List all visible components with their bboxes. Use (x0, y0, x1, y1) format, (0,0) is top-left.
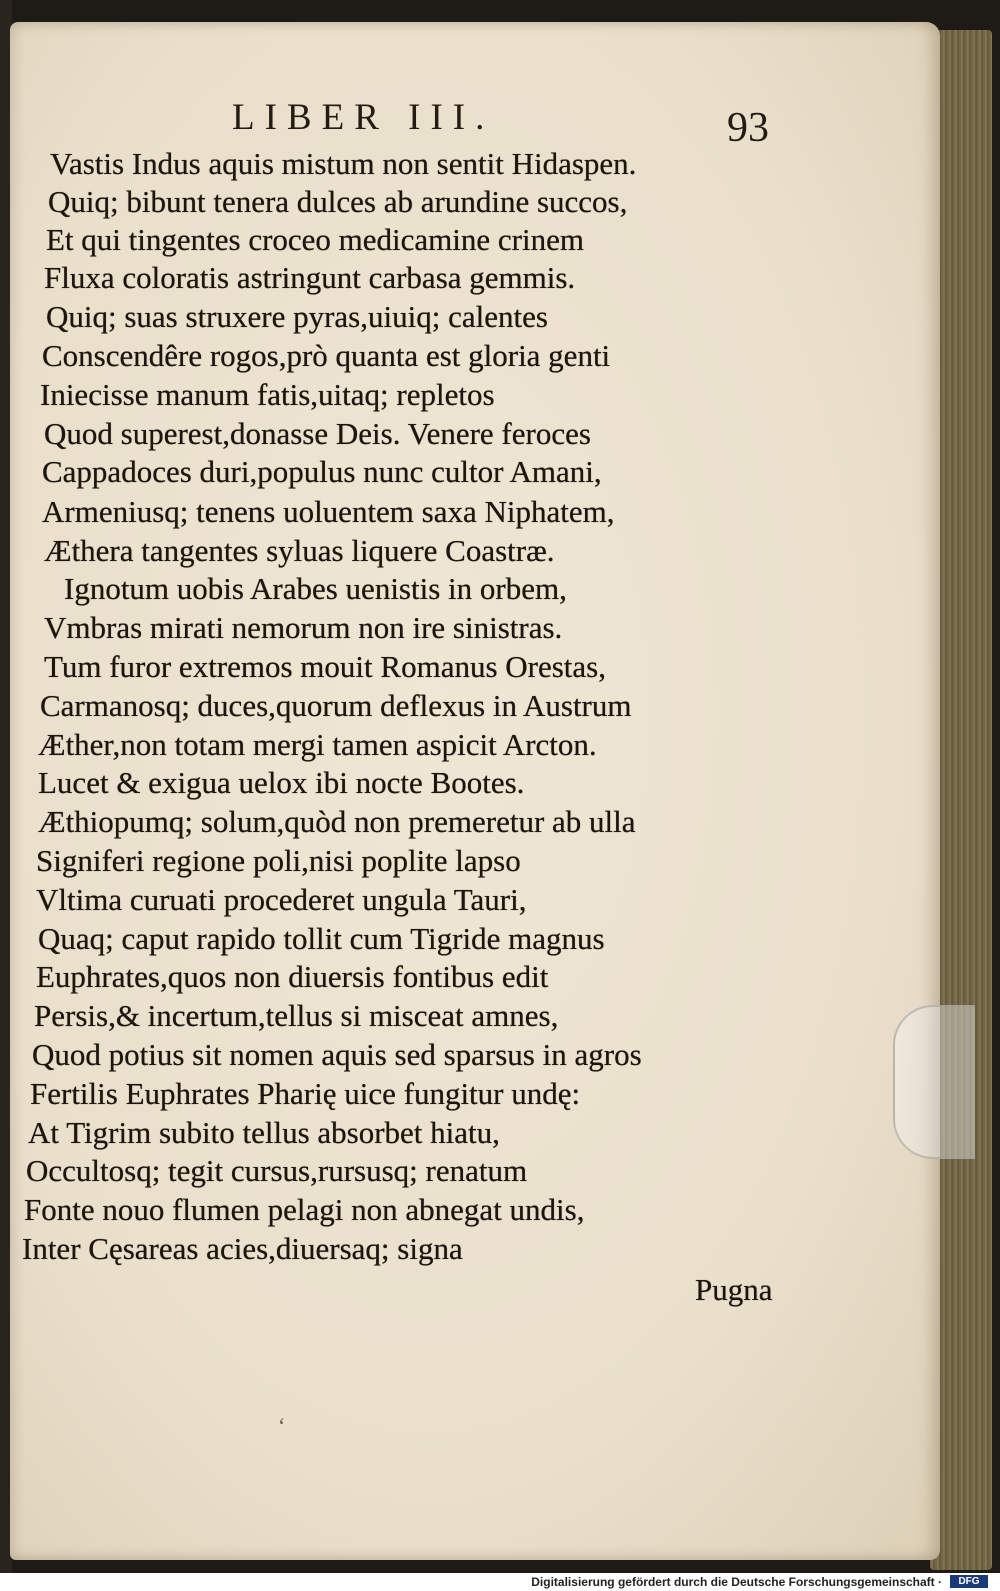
verse-line: Armeniusq; tenens uoluentem saxa Niphatem, (42, 494, 615, 529)
verse-line: Lucet & exigua uelox ibi nocte Bootes. (38, 765, 525, 800)
verse-line: Ignotum uobis Arabes uenistis in orbem, (64, 571, 567, 606)
verse-line: Vltima curuati procederet ungula Tauri, (36, 882, 527, 917)
running-head: LIBER III. (232, 97, 495, 138)
verse-line: Fluxa coloratis astringunt carbasa gemmis. (44, 260, 576, 295)
page-clip (893, 1005, 975, 1159)
verse-line: Conscendêre rogos,prò quanta est gloria genti (42, 338, 611, 373)
verse-line: Cappadoces duri,populus nunc cultor Amani, (42, 454, 602, 489)
verse-line: Æther,non totam mergi tamen aspicit Arcton. (38, 727, 597, 762)
digitization-credit: Digitalisierung gefördert durch die Deutsche Forschungsgemeinschaft · (531, 1575, 942, 1589)
verse-line: Iniecisse manum fatis,uitaq; repletos (40, 377, 495, 412)
ink-mark: ‘ (278, 1413, 286, 1438)
verse-line: At Tigrim subito tellus absorbet hiatu, (28, 1115, 500, 1150)
verse-line: Vmbras mirati nemorum non ire sinistras. (44, 610, 563, 645)
verse-line: Æthera tangentes syluas liquere Coastræ. (44, 533, 555, 568)
verse-line: Signiferi regione poli,nisi poplite lapso (36, 843, 521, 878)
page-number: 93 (727, 105, 769, 151)
verse-line: Quaq; caput rapido tollit cum Tigride magnus (38, 921, 605, 956)
verse-line: Æthiopumq; solum,quòd non premeretur ab ulla (38, 804, 636, 839)
verse-line: Occultosq; tegit cursus,rursusq; renatum (26, 1153, 528, 1188)
verse-line: Persis,& incertum,tellus si misceat amnes, (34, 998, 559, 1033)
verse-line: Fertilis Euphrates Pharię uice fungitur undę: (30, 1076, 581, 1111)
verse-line: Tum furor extremos mouit Romanus Orestas, (44, 649, 606, 684)
verse-line: Carmanosq; duces,quorum deflexus in Austrum (40, 688, 632, 723)
verse-line: Quiq; bibunt tenera dulces ab arundine succos, (48, 184, 628, 219)
verse-line: Euphrates,quos non diuersis fontibus edit (36, 959, 549, 994)
verse-line: Fonte nouo flumen pelagi non abnegat undis, (24, 1192, 585, 1227)
dfg-logo: DFG (950, 1575, 988, 1588)
verse-line: Quod superest,donasse Deis. Venere feroces (44, 416, 591, 451)
verse-line: Quod potius sit nomen aquis sed sparsus in agros (32, 1037, 642, 1072)
verse-line: Quiq; suas struxere pyras,uiuiq; calentes (46, 299, 548, 334)
catchword: Pugna (695, 1272, 773, 1307)
verse-line: Et qui tingentes croceo medicamine crinem (46, 222, 584, 257)
verse-line: Vastis Indus aquis mistum non sentit Hidaspen. (50, 146, 637, 181)
verse-line: Inter Cęsareas acies,diuersaq; signa (22, 1231, 463, 1266)
facing-page-show-through (730, 150, 790, 1270)
